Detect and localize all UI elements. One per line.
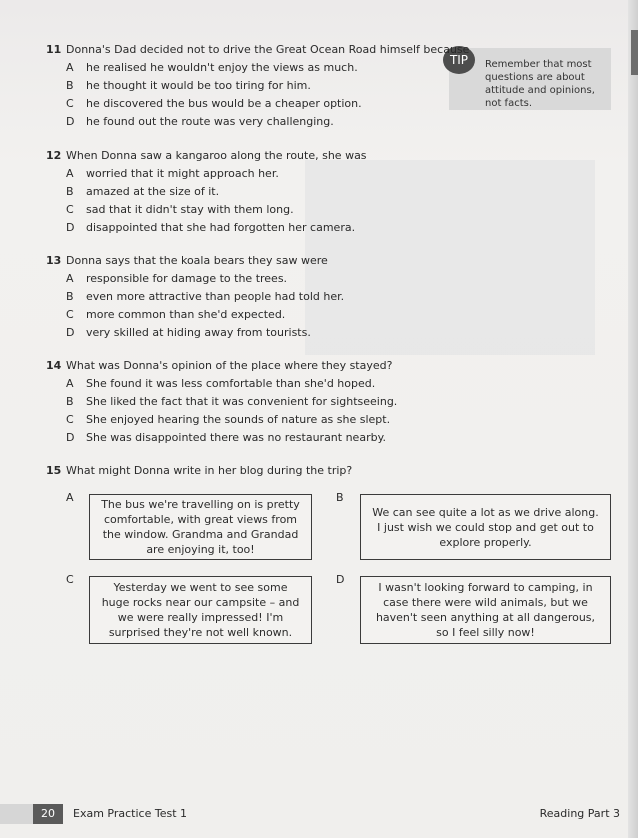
option[interactable]: D disappointed that she had forgotten her camera. <box>66 221 356 234</box>
question-number: 13 <box>46 254 62 267</box>
question-number: 15 <box>46 464 62 477</box>
question-number: 14 <box>46 359 62 372</box>
page-number: 20 <box>33 804 63 824</box>
card-letter-c: C <box>66 573 74 586</box>
tip-box <box>449 48 611 110</box>
footer-stripe <box>0 804 33 824</box>
question-14 <box>46 357 397 447</box>
footer-section-title: Reading Part 3 <box>539 807 620 820</box>
option[interactable]: D very skilled at hiding away from tourists. <box>66 326 311 339</box>
option[interactable]: C She enjoyed hearing the sounds of nature as she slept. <box>66 413 391 426</box>
option[interactable]: D She was disappointed there was no restaurant nearby. <box>66 431 387 444</box>
question-number: 11 <box>46 43 62 56</box>
page-edge <box>628 0 638 838</box>
question-number: 12 <box>46 149 62 162</box>
question-13 <box>46 252 344 342</box>
blog-card-a[interactable]: The bus we're travelling on is pretty comfortable, with great views from the window. Grandma and Grandad are enjoying it, too! <box>89 494 312 560</box>
question-text: Donna's Dad decided not to drive the Great Ocean Road himself because <box>66 43 470 56</box>
question-text: Donna says that the koala bears they saw were <box>66 254 328 267</box>
question-11 <box>46 41 469 131</box>
option[interactable]: B he thought it would be too tiring for him. <box>66 79 311 92</box>
option[interactable]: A worried that it might approach her. <box>66 167 279 180</box>
option[interactable]: A She found it was less comfortable than she'd hoped. <box>66 377 376 390</box>
card-letter-d: D <box>336 573 345 586</box>
section-tab <box>631 30 638 75</box>
footer-test-title: Exam Practice Test 1 <box>73 807 188 820</box>
blog-card-d[interactable]: I wasn't looking forward to camping, in case there were wild animals, but we haven't seen anything at all dangerous, so I feel silly now! <box>360 576 611 644</box>
blog-card-c[interactable]: Yesterday we went to see some huge rocks near our campsite – and we were really impressed! I'm surprised they're not well known. <box>89 576 312 644</box>
option[interactable]: C sad that it didn't stay with them long. <box>66 203 294 216</box>
option[interactable]: B amazed at the size of it. <box>66 185 220 198</box>
question-12 <box>46 147 367 237</box>
option[interactable]: A he realised he wouldn't enjoy the views as much. <box>66 61 358 74</box>
question-text: When Donna saw a kangaroo along the route, she was <box>66 149 367 162</box>
option[interactable]: B even more attractive than people had told her. <box>66 290 345 303</box>
question-text: What was Donna's opinion of the place where they stayed? <box>66 359 393 372</box>
option[interactable]: D he found out the route was very challenging. <box>66 115 334 128</box>
tip-text: Remember that most questions are about attitude and opinions, not facts. <box>485 59 595 109</box>
blog-card-b[interactable]: We can see quite a lot as we drive along. I just wish we could stop and get out to explore properly. <box>360 494 611 560</box>
option[interactable]: C he discovered the bus would be a cheaper option. <box>66 97 362 110</box>
option[interactable]: B She liked the fact that it was convenient for sightseeing. <box>66 395 398 408</box>
option[interactable]: A responsible for damage to the trees. <box>66 272 288 285</box>
card-letter-a: A <box>66 491 74 504</box>
question-15 <box>46 462 352 480</box>
question-text: What might Donna write in her blog during the trip? <box>66 464 353 477</box>
option[interactable]: C more common than she'd expected. <box>66 308 286 321</box>
card-letter-b: B <box>336 491 344 504</box>
tip-badge: TIP <box>443 46 475 74</box>
